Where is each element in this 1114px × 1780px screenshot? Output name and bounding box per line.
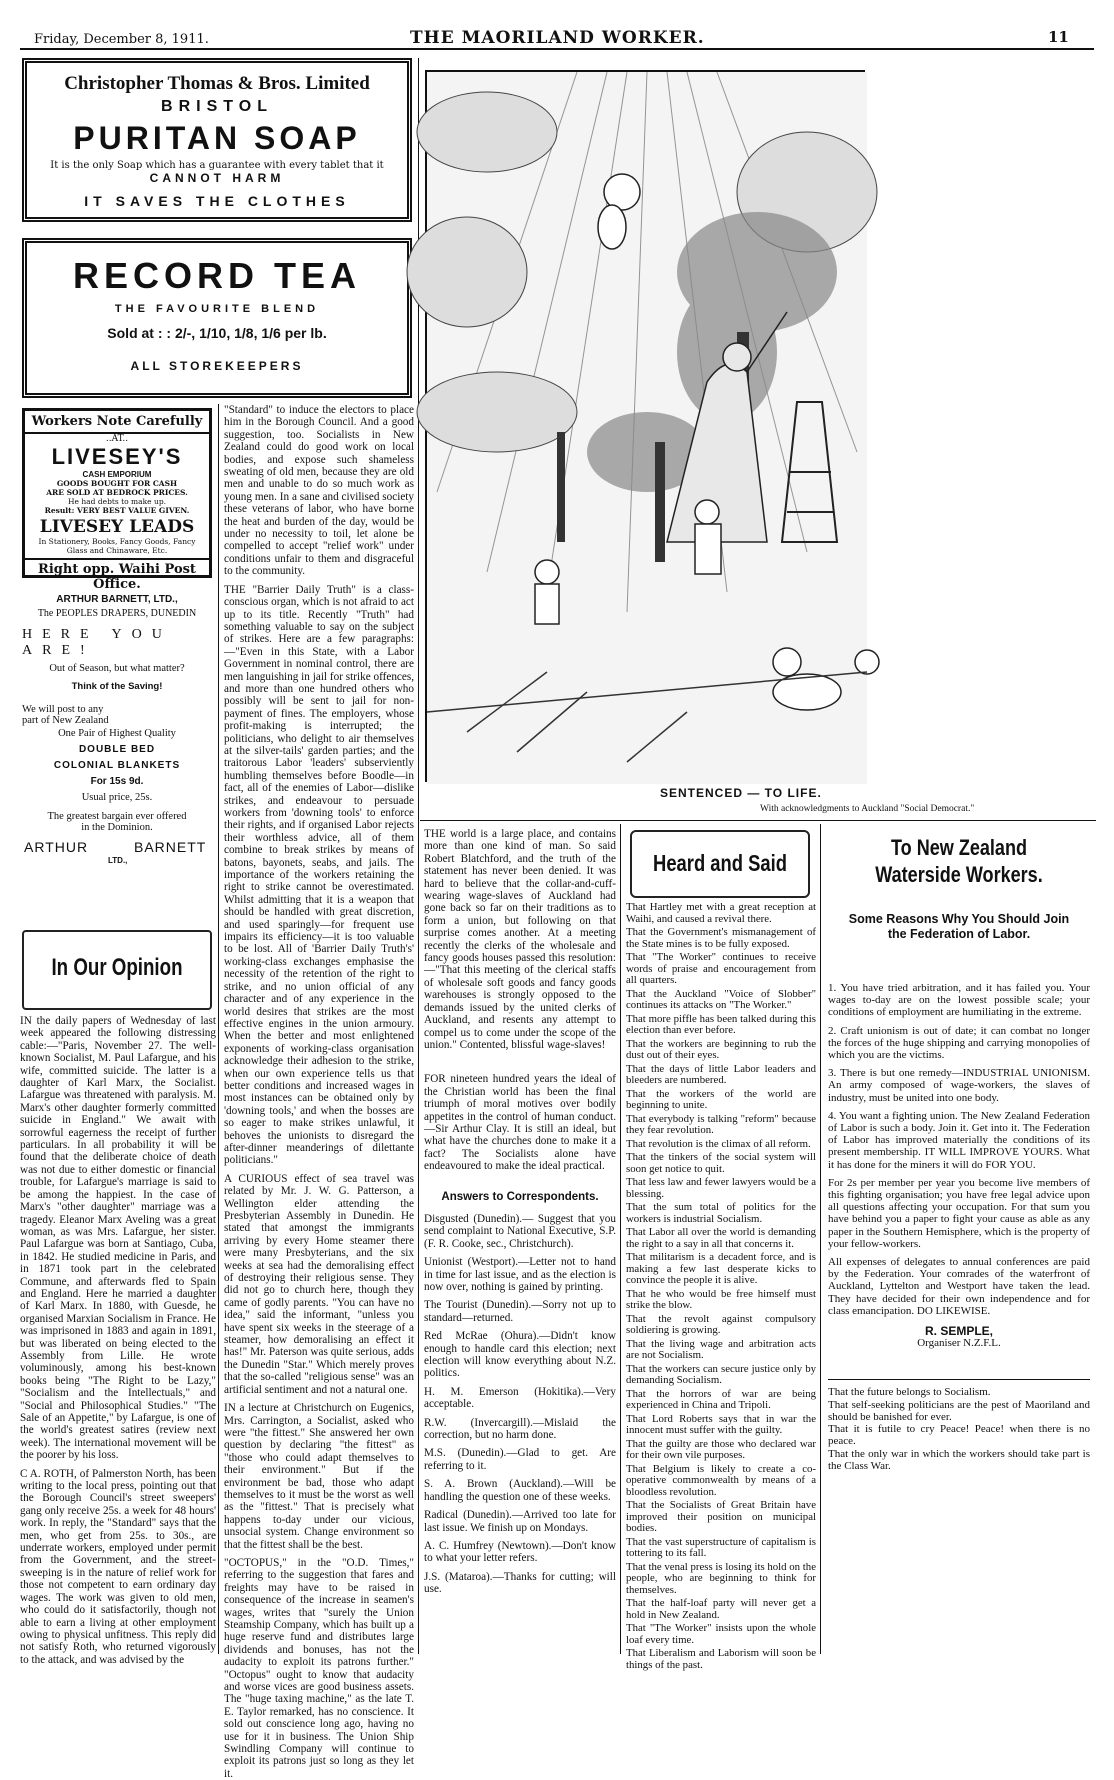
heard-item: That the tinkers of the social system will soon get notice to quit. bbox=[626, 1151, 816, 1175]
tea-name: RECORD TEA bbox=[72, 255, 361, 296]
page-number: 11 bbox=[1048, 28, 1069, 46]
answer-1: Disgusted (Dunedin).— Suggest that you send complaint to National Executive, S.P. (F. R. Cooke, sec., Christchurch). bbox=[424, 1212, 616, 1250]
middle-standard: "Standard" to induce the electors to place him in the Borough Council. And a good suggestion, too. Socialists in New Zealand could do good work on local bodies, and expose such shameless sweating of old men, because they are old men and unable to do so much work as young men. In a sane and civilised society these veterans of labor, who have borne the heat and burden of the day, would be under no necessity to toil, let alone be compelled to accept "relief work" under conditions unfair to them and disgraceful to the community. bbox=[224, 404, 414, 578]
heard-item: That less law and fewer lawyers would be a blessing. bbox=[626, 1176, 816, 1200]
barnett-usual: Usual price, 25s. bbox=[81, 792, 153, 803]
middle-octopus: "OCTOPUS," in the "O.D. Times," referring to the suggestion that fares and freights may have to be raised in consequence of the increase in seamen's wages, writes that "surely the Union Steamship Company, which has built up a huge reserve fund and distributes large dividends and bonuses, has not the audacity to exploit its patrons further." "Octopus" ought to know that audacity and worse vices are good business assets. The "huge taxing machine," as the late T. E. Taylor remarked, has no conscience. It sold out conscience long ago, having no use for it in business. The Union Ship Swindling Company will continue to exploit its patrons just so long as they let it. bbox=[224, 1556, 414, 1780]
heard-title: Heard and Said bbox=[653, 850, 787, 876]
barnett-item1: DOUBLE BED bbox=[78, 744, 156, 755]
barnett-pair: One Pair of Highest Quality bbox=[58, 728, 176, 739]
waterside-tail bbox=[828, 1379, 1090, 1471]
center-nineteen: FOR nineteen hundred years the ideal of the Christian world has been the final triumph of moral motives over bodily appetites in the control of human conduct.—Sir Arthur Clay. It is still an ideal, but what have the churches done to make it a fact? The Socialists alone have endeavoured to make the ideal practical. bbox=[424, 1073, 616, 1173]
tail-3: That it is futile to cry Peace! Peace! when there is no peace. bbox=[828, 1423, 1090, 1448]
soap-product: PURITAN SOAP bbox=[73, 120, 361, 156]
barnett-post2: part of New Zealand bbox=[22, 715, 109, 726]
heard-item: That the workers are beginning to rub the dust out of their eyes. bbox=[626, 1037, 816, 1061]
waterside-p2: 2. Craft unionism is out of date; it can combat no longer the forces of the huge shipping and carrying monopolies of which you are the victims. bbox=[828, 1024, 1090, 1062]
barnett-post1: We will post to any bbox=[22, 704, 104, 715]
livesey-emporium: CASH EMPORIUM bbox=[82, 470, 152, 479]
heard-item: That Liberalism and Laborism will soon be things of the past. bbox=[626, 1647, 816, 1671]
heard-item: That revolution is the climax of all reform. bbox=[626, 1137, 811, 1150]
heard-item: That the vast superstructure of capitalism is tottering to its fall. bbox=[626, 1535, 816, 1559]
answer-11: J.S. (Mataroa).—Thanks for cutting; will use. bbox=[424, 1570, 616, 1596]
heard-item: That the horrors of war are being experienced in China and Tripoli. bbox=[626, 1387, 816, 1411]
section-rule bbox=[420, 820, 1096, 821]
heard-item: That Lord Roberts says that in war the innocent must suffer with the guilty. bbox=[626, 1412, 816, 1436]
livesey-advertisement bbox=[22, 408, 212, 592]
barnett-item2: COLONIAL BLANKETS bbox=[53, 760, 181, 771]
heard-item: That the Government's mismanagement of the State mines is to be fully exposed. bbox=[626, 926, 816, 950]
tea-stockists: ALL STOREKEEPERS bbox=[130, 359, 304, 373]
soap-slogan: IT SAVES THE CLOTHES bbox=[84, 193, 350, 209]
waterside-p3: 3. There is but one remedy—INDUSTRIAL UNIONISM. An army composed of wage-workers, the slaves of industry, must be united into one body. bbox=[828, 1067, 1090, 1104]
tail-4: That the only war in which the workers should take part is the Class War. bbox=[828, 1447, 1090, 1472]
waterside-column bbox=[828, 982, 1090, 1654]
livesey-line2: ARE SOLD AT BEDROCK PRICES. bbox=[46, 488, 188, 497]
barnett-tagline: The PEOPLES DRAPERS, DUNEDIN bbox=[37, 608, 197, 619]
heard-item: That "The Worker" insists upon the whole loaf every time. bbox=[626, 1622, 816, 1646]
livesey-notice: Workers Note Carefully bbox=[25, 411, 209, 434]
answer-10: A. C. Humfrey (Newtown).—Don't know to what your letter refers. bbox=[424, 1539, 616, 1565]
heard-item: That the workers can secure justice only by demanding Socialism. bbox=[626, 1362, 816, 1386]
masthead bbox=[0, 0, 1114, 46]
barnett-season: Out of Season, but what matter? bbox=[49, 663, 185, 674]
waterside-subtitle: Some Reasons Why You Should Join the Federation of Labor. bbox=[848, 912, 1070, 941]
tea-prices: Sold at : : 2/-, 1/10, 1/8, 1/6 per lb. bbox=[107, 325, 327, 341]
waterside-role: Organiser N.Z.F.L. bbox=[917, 1337, 1001, 1350]
barnett-think: Think of the Saving! bbox=[71, 681, 163, 692]
tail-1: That the future belongs to Socialism. bbox=[828, 1386, 991, 1399]
barnett-firm: ARTHUR BARNETT, LTD., bbox=[56, 594, 178, 605]
heard-item: That the living wage and arbitration acts are not Socialism. bbox=[626, 1337, 816, 1361]
barnett-here: HERE YOU ARE! bbox=[22, 627, 172, 658]
livesey-at: ..AT.. bbox=[105, 434, 129, 444]
barnett-advertisement bbox=[22, 594, 212, 865]
middle-barrier: THE "Barrier Daily Truth" is a class-conscious organ, which is not afraid to act up to its title. Recently "Truth" had something valuable to say on the subject of strikes. Here are a few paragraphs:—"Even in this State, with a Labor Government in nominal control, there are men languishing in jail for strike offences, and more than one hundred others who possibly will be sent to jail for non-payment of fines. The employers, whose profit-making is interrupted; the politicians, who delight to air themselves at the silver-tails' garden parties; and the traitorous Labor 'leaders' subserviently humbling themselves before Boodle—in fact, all of the enemies of Labor—dislike strikes, and endeavour to persuade workers from 'downing tools' to enforce their rights, and if organised Labor rejects their worthless advice, all of them combine to break strikes by means of batons, bayonets, seabs, and jails. The importance of the workers retaining the right to strike cannot be overestimated. Whilst admitting that it is a weapon that should be handled with great discretion, and used sparingly—for frequent use impairs its efficiency—it is too valuable to be lost. All of 'Barrier Daily Truth's' working-class exchanges emphasise the necessity of the retention of the right to strike, and no union official of any character and of any experience in the world desires that strikes are the most effective engines in the union armoury. When the better and most enlightened exponents of working-class organisation acknowledge their adhesion to the strike, when our own experience tells us that better conditions and increased wages in most instances can be obtained only by 'downing tools,' and when the bosses are so eager to make strikes unlawful, it behoves the unionists to disregard the after-dinner meanderings of dilettante politicians." bbox=[224, 583, 414, 1167]
opinion-column bbox=[20, 1015, 216, 1666]
waterside-p4: 4. You want a fighting union. The New Zealand Federation of Labor is such a body. Join it. Get into it. The Federation of Labor has improved materially the conditions of its present membership. IT WILL IMPROVE YOURS. What it has done for the miners it will do FOR YOU. bbox=[828, 1109, 1090, 1171]
opinion-heading-box bbox=[22, 930, 212, 1010]
livesey-address: Right opp. Waihi Post Office. bbox=[25, 558, 209, 592]
cartoon-caption: SENTENCED — TO LIFE. bbox=[660, 786, 822, 800]
middle-column bbox=[224, 404, 414, 1780]
waterside-title: To New Zealand Waterside Workers. bbox=[875, 835, 1043, 887]
barnett-sig-ltd: LTD., bbox=[108, 856, 128, 865]
waterside-p6: All expenses of delegates to annual conferences are paid by the Federation. Your comrades of the waterfront of Auckland, Lyttelton and Westport have taken the lead. They have decided for their own independence and for class emancipation. DO LIKEWISE. bbox=[828, 1256, 1090, 1317]
cartoon-illustration bbox=[425, 70, 865, 782]
heard-item: That Labor all over the world is demanding the right to a say in all that concerns it. bbox=[626, 1226, 816, 1250]
barnett-sig-right: BARNETT bbox=[134, 839, 207, 855]
heard-heading-box bbox=[630, 830, 810, 898]
heard-item: That the days of little Labor leaders and bleeders are numbered. bbox=[626, 1062, 816, 1086]
heard-item: That Hartley met with a great reception at Waihi, and caused a revival there. bbox=[626, 901, 816, 925]
newspaper-title: THE MAORILAND WORKER. bbox=[410, 28, 705, 48]
heard-item: That everybody is talking "reform" because they fear revolution. bbox=[626, 1112, 816, 1136]
middle-curious: A CURIOUS effect of sea travel was related by Mr. J. W. G. Patterson, a Wellington elder attending the Presbyterian Assembly in Dunedin. He stated that amongst the immigrants arriving by every Home steamer there were many Presbyterians, and the six weeks at sea had the demoralising effect of destroying their religious sense. They did not go to church here, though they came of godly parents. "You can have no idea," said the informant, "unless you have spent six weeks in the steerage of a steamer, how demoralising an effect it has!" Mr. Paterson was quite serious, adds the Dunedin "Star." Which merely proves that the so-called "religious sense" was an artificial sentiment and not a natural one. bbox=[224, 1172, 414, 1396]
cartoon-drawing bbox=[427, 72, 867, 784]
heard-item: That more piffle has been talked during this election than ever before. bbox=[626, 1012, 816, 1036]
heard-column bbox=[626, 901, 816, 1671]
heard-item: That "The Worker" continues to receive words of praise and encouragement from all quarters. bbox=[626, 951, 816, 986]
tail-2: That self-seeking politicians are the pest of Maoriland and should be banished for ever. bbox=[828, 1398, 1090, 1423]
heard-item: That the venal press is losing its hold on the people, who are beginning to think for themselves. bbox=[626, 1560, 816, 1596]
heard-item: That the revolt against compulsory soldiering is growing. bbox=[626, 1312, 816, 1336]
middle-lecture: IN a lecture at Christchurch on Eugenics, Mrs. Carrington, a Socialist, asked who were "the fittest." She answered her own question by declaring "the fittest" as "those who could adapt themselves to their environment." But if the environment be bad, those who adapt themselves to it must be the worst as well as the "fittest." That is precisely what happens to-day under our vicious, unsocial system. Change environment so that the fittest shall be the best. bbox=[224, 1402, 414, 1551]
livesey-leads: LIVESEY LEADS bbox=[39, 517, 195, 537]
heard-item: That the half-loaf party will never get a hold in New Zealand. bbox=[626, 1597, 816, 1621]
answer-7: M.S. (Dunedin).—Glad to get. Are referring to it. bbox=[424, 1447, 616, 1472]
soap-company: Christopher Thomas & Bros. Limited bbox=[64, 73, 370, 94]
answer-4: Red McRae (Ohura).—Didn't know enough to handle card this election; next election will know everything about N.Z. politics. bbox=[424, 1330, 616, 1380]
heard-list bbox=[626, 902, 816, 1671]
waterside-heading bbox=[826, 834, 1092, 942]
heard-item: That the Auckland "Voice of Slobber" continues its attacks on "The Worker." bbox=[626, 987, 816, 1011]
soap-cannot-harm: CANNOT HARM bbox=[149, 171, 285, 185]
answer-8: S. A. Brown (Auckland).—Will be handling the question one of these weeks. bbox=[424, 1478, 616, 1503]
soap-city: BRISTOL bbox=[161, 98, 273, 115]
livesey-line4: Result: VERY BEST VALUE GIVEN. bbox=[44, 506, 190, 515]
center-world: THE world is a large place, and contains more than one kind of man. So said Robert Blatchford, and the truth of the statement has never been denied. It was hard to believe that the collar-and-cuff-wearing wage-slaves of Auckland had gone back so far on their traditions as to form a union, but following on that surprise comes another. At a meeting recently the clerks of the wholesale and fancy goods houses passed this resolution:—"That this meeting of the clerical staffs of wholesale soft goods and fancy goods warehouses is strongly opposed to the demands issued by the united clerks of Auckland, and resents any attempt to compel us to come under the scope of the union." Contented, blissful wage-slaves! bbox=[424, 828, 616, 1051]
barnett-bargain1: The greatest bargain ever offered bbox=[47, 811, 187, 822]
barnett-bargain2: in the Dominion. bbox=[81, 822, 153, 833]
tea-blend: THE FAVOURITE BLEND bbox=[114, 303, 320, 315]
soap-advertisement bbox=[22, 58, 412, 222]
answer-6: R.W. (Invercargill).—Mislaid the correction, but no harm done. bbox=[424, 1416, 616, 1442]
heard-item: That he who would be free himself must strike the blow. bbox=[626, 1287, 816, 1311]
masthead-rule bbox=[20, 48, 1094, 50]
livesey-line3: He had debts to make up. bbox=[67, 497, 167, 506]
soap-tagline: It is the only Soap which has a guarantee with every tablet that it bbox=[50, 160, 384, 171]
waterside-p5: For 2s per member per year you become live members of this fighting organisation; you have free legal advice upon all questions affecting your occupation. For that sum you have behind you a paper to fight your cause as able as any paper in the Southern Hemisphere, which is the property of your fellow-workers. bbox=[828, 1176, 1090, 1250]
heard-item: That the sum total of politics for the workers is industrial Socialism. bbox=[626, 1201, 816, 1225]
livesey-line1: GOODS BOUGHT FOR CASH bbox=[56, 479, 178, 488]
answer-3: The Tourist (Dunedin).—Sorry not up to standard—returned. bbox=[424, 1299, 616, 1324]
heard-item: That Belgium is likely to create a co-operative commonwealth by means of a bloodless revolution. bbox=[626, 1462, 816, 1498]
heard-item: That the workers of the world are beginning to unite. bbox=[626, 1087, 816, 1111]
answer-5: H. M. Emerson (Hokitika).—Very acceptable. bbox=[424, 1385, 616, 1411]
column-divider-3 bbox=[620, 824, 621, 1654]
answer-2: Unionist (Westport).—Letter not to hand in time for last issue, and as the election is now over, nothing is gained by printing. bbox=[424, 1256, 616, 1293]
barnett-sig-left: ARTHUR bbox=[24, 839, 89, 855]
livesey-name: LIVESEY'S bbox=[51, 444, 183, 469]
waterside-p1: 1. You have tried arbitration, and it has failed you. Your wages to-day are on the lowest possible scale; your conditions of employment are humiliating in the extreme. bbox=[828, 982, 1090, 1019]
opinion-title: In Our Opinion bbox=[51, 954, 183, 981]
answers-title: Answers to Correspondents. bbox=[441, 1190, 599, 1203]
cartoon-credit: With acknowledgments to Auckland "Social Democrat." bbox=[760, 804, 975, 814]
heard-item: That militarism is a decadent force, and is making a few last desperate kicks to convince the people it is alive. bbox=[626, 1251, 816, 1286]
opinion-lafargue: IN the daily papers of Wednesday of last week appeared the following distressing cable:—"Paris, November 27. The well-known Socialist, M. Paul Lafargue, and his wife, committed suicide. The latter is a daughter of Karl Marx, the Socialist. Lafargue was threatened with paralysis. M. Marx's other daughter formerly committed suicide in England." We await with sorrowful eagerness the receipt of further particulars. In all probability it will be found that the deliberate choice of death was not due to either domestic or financial trouble, for Lafargue's marriage is said to be among the happiest. In the case of Marx's "other daughter" marriage was a tragedy. Eleanor Marx Aveling was a great woman, as was Mrs. Lafargue, her sister. Paul Lafargue was born at Santiago, Cuba, in 1842. He studied medicine in Paris, and in 1871 took part in the celebrated Commune, and afterwards fled to Spain and England. Here he married a daughter of Karl Marx. In 1880, with Guesde, he organised Marxian Socialism in France. He was imprisoned in 1883 and again in 1891, but was liberated on being elected to the Assembly from Lille. He wrote voluminously, among his best-known books being "The Right to be Lazy," "Socialism and the Intellectuals," and "Social and Philosophical Studies." "The Sale of an Appetite," by Lafargue, is one of the world's greatest satires (review next week). The international movement will be the poorer by his loss. bbox=[20, 1015, 216, 1462]
livesey-line5: In Stationery, Books, Fancy Goods, Fancy Glass and Chinaware, Etc. bbox=[38, 537, 196, 555]
column-divider-1 bbox=[218, 404, 219, 1654]
column-divider-4 bbox=[820, 824, 821, 1654]
tea-advertisement bbox=[22, 238, 412, 398]
heard-item: That the Socialists of Great Britain have improved their position on municipal bodies. bbox=[626, 1499, 816, 1534]
barnett-price: For 15s 9d. bbox=[90, 776, 144, 787]
heard-item: That the guilty are those who declared war for their own vile purposes. bbox=[626, 1437, 816, 1461]
issue-date: Friday, December 8, 1911. bbox=[34, 32, 209, 47]
waterside-signer: R. SEMPLE, bbox=[924, 1324, 993, 1339]
center-column bbox=[424, 828, 616, 1654]
opinion-roth: C A. ROTH, of Palmerston North, has been writing to the local press, pointing out that the Borough Council's street sweepers' gang only receive 25s. a week for 48 hours' work. In reply, the "Standard" says that the men, who get from 25s. to 30s., are underrate workers, employed under permit from the Government, and the street-sweeping is in the nature of relief work for those not competent to earn ordinary day wages. The work was given to old men, who could do it satisfactorily, though not able to earn a living at other employment owing to physical unfitness. This reply did not satisfy Roth, who returned vigorously to the attack, and was advised by the bbox=[20, 1467, 216, 1666]
answer-9: Radical (Dunedin).—Arrived too late for last issue. We finish up on Mondays. bbox=[424, 1509, 616, 1534]
